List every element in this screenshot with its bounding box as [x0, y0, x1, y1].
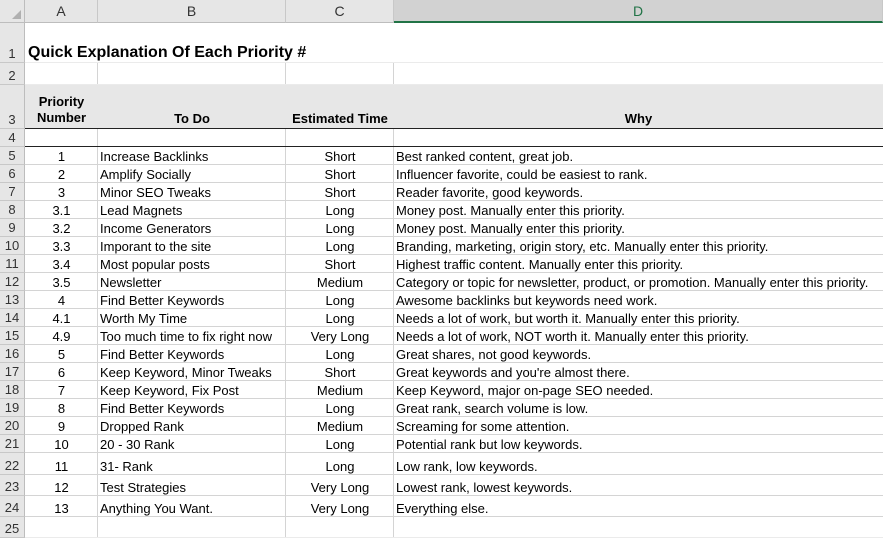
row-header-6[interactable]: 6: [0, 165, 25, 183]
cell-time[interactable]: Short: [324, 149, 356, 164]
cell-priority[interactable]: 9: [57, 419, 66, 434]
cell-time[interactable]: Medium: [316, 383, 364, 398]
cell-priority[interactable]: 6: [57, 365, 66, 380]
cell-time[interactable]: Very Long: [310, 329, 370, 344]
row-header-13[interactable]: 13: [0, 291, 25, 309]
row-header-14[interactable]: 14: [0, 309, 25, 327]
cell-todo[interactable]: Keep Keyword, Minor Tweaks: [100, 365, 272, 380]
row-header-18[interactable]: 18: [0, 381, 25, 399]
cell-priority[interactable]: 10: [54, 437, 69, 452]
cell-time[interactable]: Short: [324, 257, 356, 272]
cell-todo[interactable]: Amplify Socially: [100, 167, 192, 182]
cell-priority[interactable]: 8: [57, 401, 66, 416]
cell-todo[interactable]: 31- Rank: [100, 459, 153, 474]
cell-why[interactable]: Great shares, not good keywords.: [396, 347, 592, 362]
cell-todo[interactable]: Most popular posts: [100, 257, 210, 272]
header-to-do[interactable]: To Do: [174, 111, 210, 126]
row-header-12[interactable]: 12: [0, 273, 25, 291]
header-priority-number[interactable]: [25, 94, 98, 126]
cell-todo[interactable]: Find Better Keywords: [100, 401, 225, 416]
cell-priority[interactable]: 3.5: [52, 275, 71, 290]
cell-todo[interactable]: Find Better Keywords: [100, 293, 225, 308]
row-header-1[interactable]: 1: [0, 23, 25, 63]
cell-priority[interactable]: 12: [54, 480, 69, 495]
cell-time[interactable]: Short: [324, 365, 356, 380]
cell-priority[interactable]: 4: [57, 293, 66, 308]
cell-why[interactable]: Money post. Manually enter this priority.: [396, 221, 625, 236]
cell-why[interactable]: Awesome backlinks but keywords need work.: [396, 293, 658, 308]
cell-time[interactable]: Short: [324, 185, 356, 200]
cell-time[interactable]: Long: [325, 293, 355, 308]
cell-priority[interactable]: 3.3: [52, 239, 71, 254]
cell-why[interactable]: Category or topic for newsletter, product, or promotion. Manually enter this priority.: [396, 275, 869, 290]
cell-time[interactable]: Long: [325, 401, 355, 416]
cell-time[interactable]: Long: [325, 221, 355, 236]
cell-time[interactable]: Short: [324, 167, 356, 182]
row-header-24[interactable]: 24: [0, 496, 25, 517]
cell-time[interactable]: Long: [325, 347, 355, 362]
cell-todo[interactable]: Dropped Rank: [100, 419, 184, 434]
row-header-10[interactable]: 10: [0, 237, 25, 255]
select-all-corner[interactable]: [0, 0, 25, 23]
cell-time[interactable]: Medium: [316, 419, 364, 434]
cell-todo[interactable]: Income Generators: [100, 221, 212, 236]
cell-time[interactable]: Long: [325, 203, 355, 218]
cell-priority[interactable]: 5: [57, 347, 66, 362]
row-header-17[interactable]: 17: [0, 363, 25, 381]
row-header-15[interactable]: 15: [0, 327, 25, 345]
cell-todo[interactable]: Minor SEO Tweaks: [100, 185, 212, 200]
cell-todo[interactable]: Test Strategies: [100, 480, 186, 495]
cell-time[interactable]: Medium: [316, 275, 364, 290]
cell-priority[interactable]: 4.9: [52, 329, 71, 344]
cell-priority[interactable]: 4.1: [52, 311, 71, 326]
row-header-16[interactable]: 16: [0, 345, 25, 363]
cell-todo[interactable]: Find Better Keywords: [100, 347, 225, 362]
row-header-9[interactable]: 9: [0, 219, 25, 237]
cell-why[interactable]: Needs a lot of work, but worth it. Manually enter this priority.: [396, 311, 740, 326]
cell-why[interactable]: Influencer favorite, could be easiest to rank.: [396, 167, 648, 182]
cell-todo[interactable]: Imporant to the site: [100, 239, 212, 254]
row-header-25[interactable]: 25: [0, 517, 25, 538]
column-header-d[interactable]: D: [394, 0, 883, 23]
cell-why[interactable]: Money post. Manually enter this priority.: [396, 203, 625, 218]
cell-why[interactable]: Needs a lot of work, NOT worth it. Manually enter this priority.: [396, 329, 749, 344]
cell-time[interactable]: Very Long: [310, 480, 370, 495]
cell-time[interactable]: Long: [325, 311, 355, 326]
cell-todo[interactable]: Newsletter: [100, 275, 162, 290]
select-all-triangle-icon: [12, 10, 21, 19]
row-header-8[interactable]: 8: [0, 201, 25, 219]
cell-why[interactable]: Branding, marketing, origin story, etc. Manually enter this priority.: [396, 239, 769, 254]
cell-why[interactable]: Low rank, low keywords.: [396, 459, 538, 474]
cell-time[interactable]: Long: [325, 437, 355, 452]
cell-why[interactable]: Lowest rank, lowest keywords.: [396, 480, 573, 495]
row-header-7[interactable]: 7: [0, 183, 25, 201]
header-estimated-time[interactable]: Estimated Time: [292, 111, 388, 126]
cell-priority[interactable]: 3: [57, 185, 66, 200]
cell-why[interactable]: Potential rank but low keywords.: [396, 437, 583, 452]
cell-todo[interactable]: Keep Keyword, Fix Post: [100, 383, 239, 398]
row-header-20[interactable]: 20: [0, 417, 25, 435]
cell-todo[interactable]: Lead Magnets: [100, 203, 183, 218]
cell-time[interactable]: Very Long: [310, 501, 370, 516]
header-priority-line2: Number: [36, 110, 87, 125]
cell-priority[interactable]: 2: [57, 167, 66, 182]
cell-priority[interactable]: 3.1: [52, 203, 71, 218]
row-header-11[interactable]: 11: [0, 255, 25, 273]
cell-why[interactable]: Screaming for some attention.: [396, 419, 570, 434]
cell-why[interactable]: Great rank, search volume is low.: [396, 401, 589, 416]
row-header-5[interactable]: 5: [0, 147, 25, 165]
row-header-21[interactable]: 21: [0, 435, 25, 453]
cell-priority[interactable]: 7: [57, 383, 66, 398]
cell-todo[interactable]: Worth My Time: [100, 311, 188, 326]
row-header-2[interactable]: 2: [0, 63, 25, 85]
cell-todo[interactable]: Increase Backlinks: [100, 149, 209, 164]
cell-why[interactable]: Keep Keyword, major on-page SEO needed.: [396, 383, 654, 398]
grid-row-4: [25, 129, 883, 147]
cell-time[interactable]: Long: [325, 459, 355, 474]
cell-todo[interactable]: Too much time to fix right now: [100, 329, 272, 344]
column-header-b[interactable]: B: [98, 0, 286, 23]
grid-row-2: [25, 63, 883, 85]
column-header-c[interactable]: C: [286, 0, 394, 23]
row-header-19[interactable]: 19: [0, 399, 25, 417]
cell-priority[interactable]: 3.2: [52, 221, 71, 236]
sheet-title[interactable]: Quick Explanation Of Each Priority #: [28, 44, 307, 61]
row-header-22[interactable]: 22: [0, 453, 25, 475]
header-why[interactable]: Why: [624, 111, 653, 126]
row-header-4[interactable]: 4: [0, 129, 25, 147]
cell-why[interactable]: Everything else.: [396, 501, 489, 516]
cell-todo[interactable]: 20 - 30 Rank: [100, 437, 175, 452]
cell-priority[interactable]: 13: [54, 501, 69, 516]
row-header-23[interactable]: 23: [0, 475, 25, 496]
cell-why[interactable]: Highest traffic content. Manually enter this priority.: [396, 257, 684, 272]
cell-priority[interactable]: 3.4: [52, 257, 71, 272]
cell-priority[interactable]: 1: [57, 149, 66, 164]
cell-priority[interactable]: 11: [54, 459, 69, 474]
header-priority-line1: Priority: [38, 94, 85, 109]
cell-todo[interactable]: Anything You Want.: [100, 501, 213, 516]
column-header-a[interactable]: A: [25, 0, 98, 23]
cell-time[interactable]: Long: [325, 239, 355, 254]
grid-row-25: [25, 517, 883, 538]
cell-why[interactable]: Great keywords and you're almost there.: [396, 365, 630, 380]
row-header-3[interactable]: 3: [0, 85, 25, 129]
cell-why[interactable]: Reader favorite, good keywords.: [396, 185, 584, 200]
cell-why[interactable]: Best ranked content, great job.: [396, 149, 574, 164]
